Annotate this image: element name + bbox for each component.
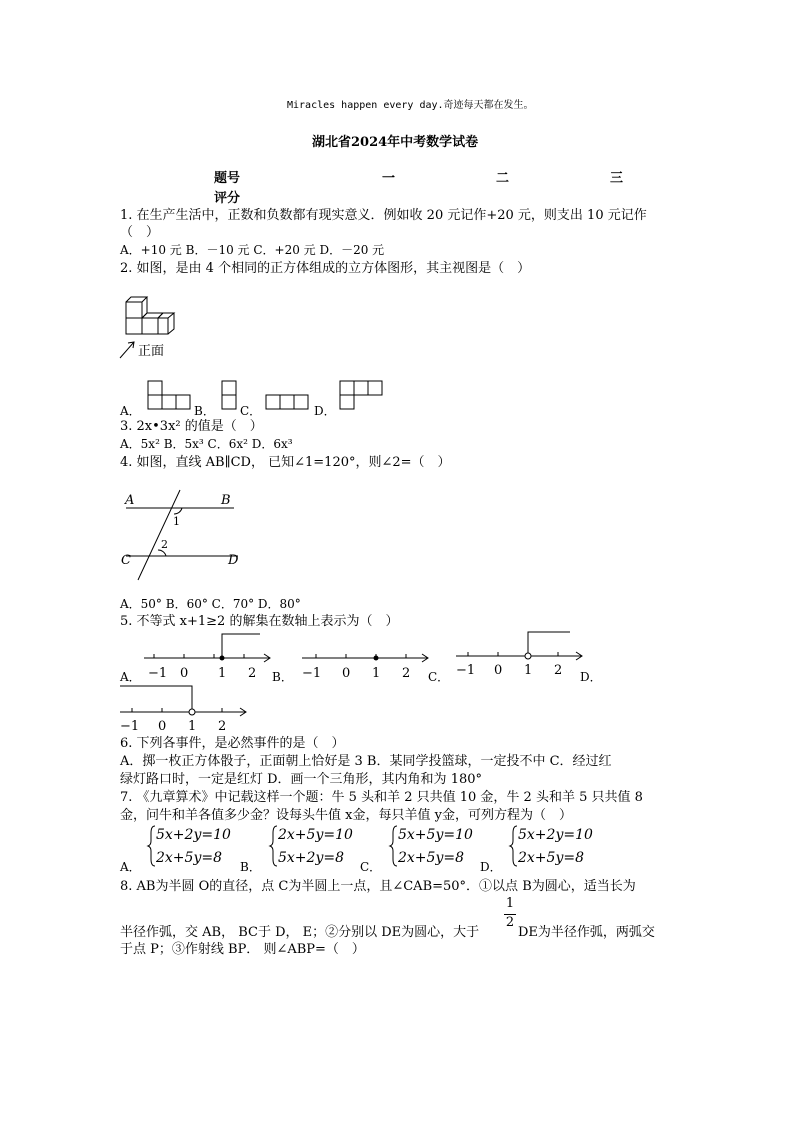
q8-fraction [504, 896, 516, 931]
q2-cube-figure [116, 292, 186, 362]
q2-stem: 2. 如图，是由 4 个相同的正方体组成的立方体图形，其主视图是（ ） [120, 261, 531, 276]
q8-stem-line2-b: DE为半径作弧，两弧交 [518, 925, 655, 940]
score-table-row1-label: 题号 [214, 171, 241, 186]
q7-b-eq2: 5x+2y=8 [278, 850, 344, 866]
score-table-row2-label: 评分 [214, 191, 241, 206]
q8-stem-line2-a: 半径作弧，交 AB， BC于 D， E；②分别以 DE为圆心，大于 [120, 925, 480, 940]
q5-b-tick-1: 1 [372, 666, 381, 680]
q7-system-c [388, 823, 488, 869]
q8-fraction-denominator: 2 [505, 915, 515, 930]
q8-stem-line3: 于点 P；③作射线 BP． 则∠ABP=（ ） [120, 942, 365, 957]
q2-option-a-label: A． [120, 404, 141, 418]
q7-a-eq1: 5x+2y=10 [156, 827, 231, 843]
q2-front-label: 正面 [138, 344, 165, 359]
q4-point-a: A [125, 493, 135, 508]
q4-point-d: D [228, 553, 239, 568]
motto-text: Miracles happen every day.奇迹每天都在发生。 [287, 100, 534, 111]
q5-a-tick-0: 0 [180, 666, 189, 680]
q5-option-c-label: C． [428, 670, 450, 684]
q4-point-b: B [221, 493, 231, 508]
q5-b-tick-neg1: −1 [302, 666, 322, 680]
q5-c-tick-1: 1 [524, 663, 533, 676]
q5-d-tick-1: 1 [188, 719, 197, 734]
q5-a-tick-neg1: −1 [148, 666, 168, 680]
q7-option-a-label: A． [120, 860, 141, 874]
q2-option-d-label: D． [314, 404, 336, 418]
q5-number-line-a [140, 630, 274, 680]
q2-option-b-figure [220, 378, 240, 412]
q5-option-a-label: A． [120, 670, 141, 684]
q7-system-a [146, 823, 246, 869]
q6-options-line1: A．掷一枚正方体骰子，正面朝上恰好是 3 B．某同学投篮球，一定投不中 C．经过红 [120, 754, 612, 769]
q5-c-tick-0: 0 [494, 663, 503, 676]
q3-options: A．5x² B．5x³ C．6x² D．6x³ [120, 437, 293, 451]
q5-d-tick-neg1: −1 [120, 719, 140, 734]
q4-angle-2-label: 2 [161, 538, 168, 551]
q7-option-c-label: C． [360, 860, 382, 874]
q5-number-line-c [452, 626, 586, 676]
q5-b-tick-2: 2 [402, 666, 411, 680]
q5-d-tick-0: 0 [158, 719, 167, 734]
q5-stem: 5. 不等式 x+1≥2 的解集在数轴上表示为（ ） [120, 614, 399, 629]
q4-parallel-lines-figure [116, 488, 246, 584]
q1-stem-line2: （ ） [120, 225, 160, 240]
q5-a-tick-1: 1 [218, 666, 227, 680]
q6-stem: 6. 下列各事件，是必然事件的是（ ） [120, 736, 345, 751]
q7-option-d-label: D． [480, 860, 502, 874]
q8-fraction-numerator: 1 [505, 896, 515, 911]
q7-system-d [508, 823, 608, 869]
score-table-col-3: 三 [610, 171, 624, 186]
q7-c-eq2: 2x+5y=8 [398, 850, 464, 866]
q8-stem-line1: 8. AB为半圆 O的直径，点 C为半圆上一点，且∠CAB=50°．①以点 B为圆心，适当长为 [120, 879, 636, 894]
exam-title: 湖北省2024年中考数学试卷 [312, 135, 479, 150]
q5-c-tick-neg1: −1 [456, 663, 476, 676]
q4-point-c: C [121, 553, 131, 568]
q2-option-c-figure [264, 392, 312, 412]
q5-d-tick-2: 2 [218, 719, 227, 734]
score-table-col-2: 二 [496, 171, 510, 186]
q5-number-line-b [298, 630, 432, 680]
q5-option-b-label: B． [272, 670, 293, 684]
q5-c-tick-2: 2 [554, 663, 563, 676]
q4-options: A．50° B．60° C．70° D．80° [120, 597, 301, 611]
q7-d-eq2: 2x+5y=8 [518, 850, 584, 866]
q4-stem: 4. 如图，直线 AB∥CD， 已知∠1=120°，则∠2=（ ） [120, 455, 451, 470]
q3-stem: 3. 2x•3x² 的值是（ ） [120, 419, 263, 434]
q1-stem-line1: 1. 在生产生活中，正数和负数都有现实意义．例如收 20 元记作+20 元，则支出 10 元记作 [120, 208, 647, 223]
q4-angle-1-label: 1 [173, 515, 180, 528]
q7-d-eq1: 5x+2y=10 [518, 827, 593, 843]
q2-option-b-label: B． [194, 404, 215, 418]
score-table-col-1: 一 [382, 171, 396, 186]
q7-system-b [268, 823, 368, 869]
q7-a-eq2: 2x+5y=8 [156, 850, 222, 866]
q5-a-tick-2: 2 [248, 666, 257, 680]
q7-b-eq1: 2x+5y=10 [278, 827, 353, 843]
q2-option-a-figure [146, 378, 194, 412]
q5-option-d-label: D． [580, 670, 602, 684]
q7-stem-line1: 7. 《九章算术》中记载这样一个题：牛 5 头和羊 2 只共值 10 金，牛 2 头和羊 5 只共值 8 [120, 790, 643, 805]
q7-c-eq1: 5x+5y=10 [398, 827, 473, 843]
q2-option-c-label: C． [240, 404, 262, 418]
q2-option-d-figure [338, 378, 386, 412]
q7-stem-line2: 金，问牛和羊各值多少金？设每头牛值 x金，每只羊值 y金，可列方程为（ ） [120, 808, 572, 823]
q1-options: A．+10 元 B．－10 元 C．+20 元 D．－20 元 [120, 243, 385, 257]
q5-b-tick-0: 0 [342, 666, 351, 680]
q6-options-line2: 绿灯路口时，一定是红灯 D．画一个三角形，其内角和为 180° [120, 772, 483, 787]
q7-option-b-label: B． [240, 860, 261, 874]
q5-number-line-d [116, 682, 250, 734]
